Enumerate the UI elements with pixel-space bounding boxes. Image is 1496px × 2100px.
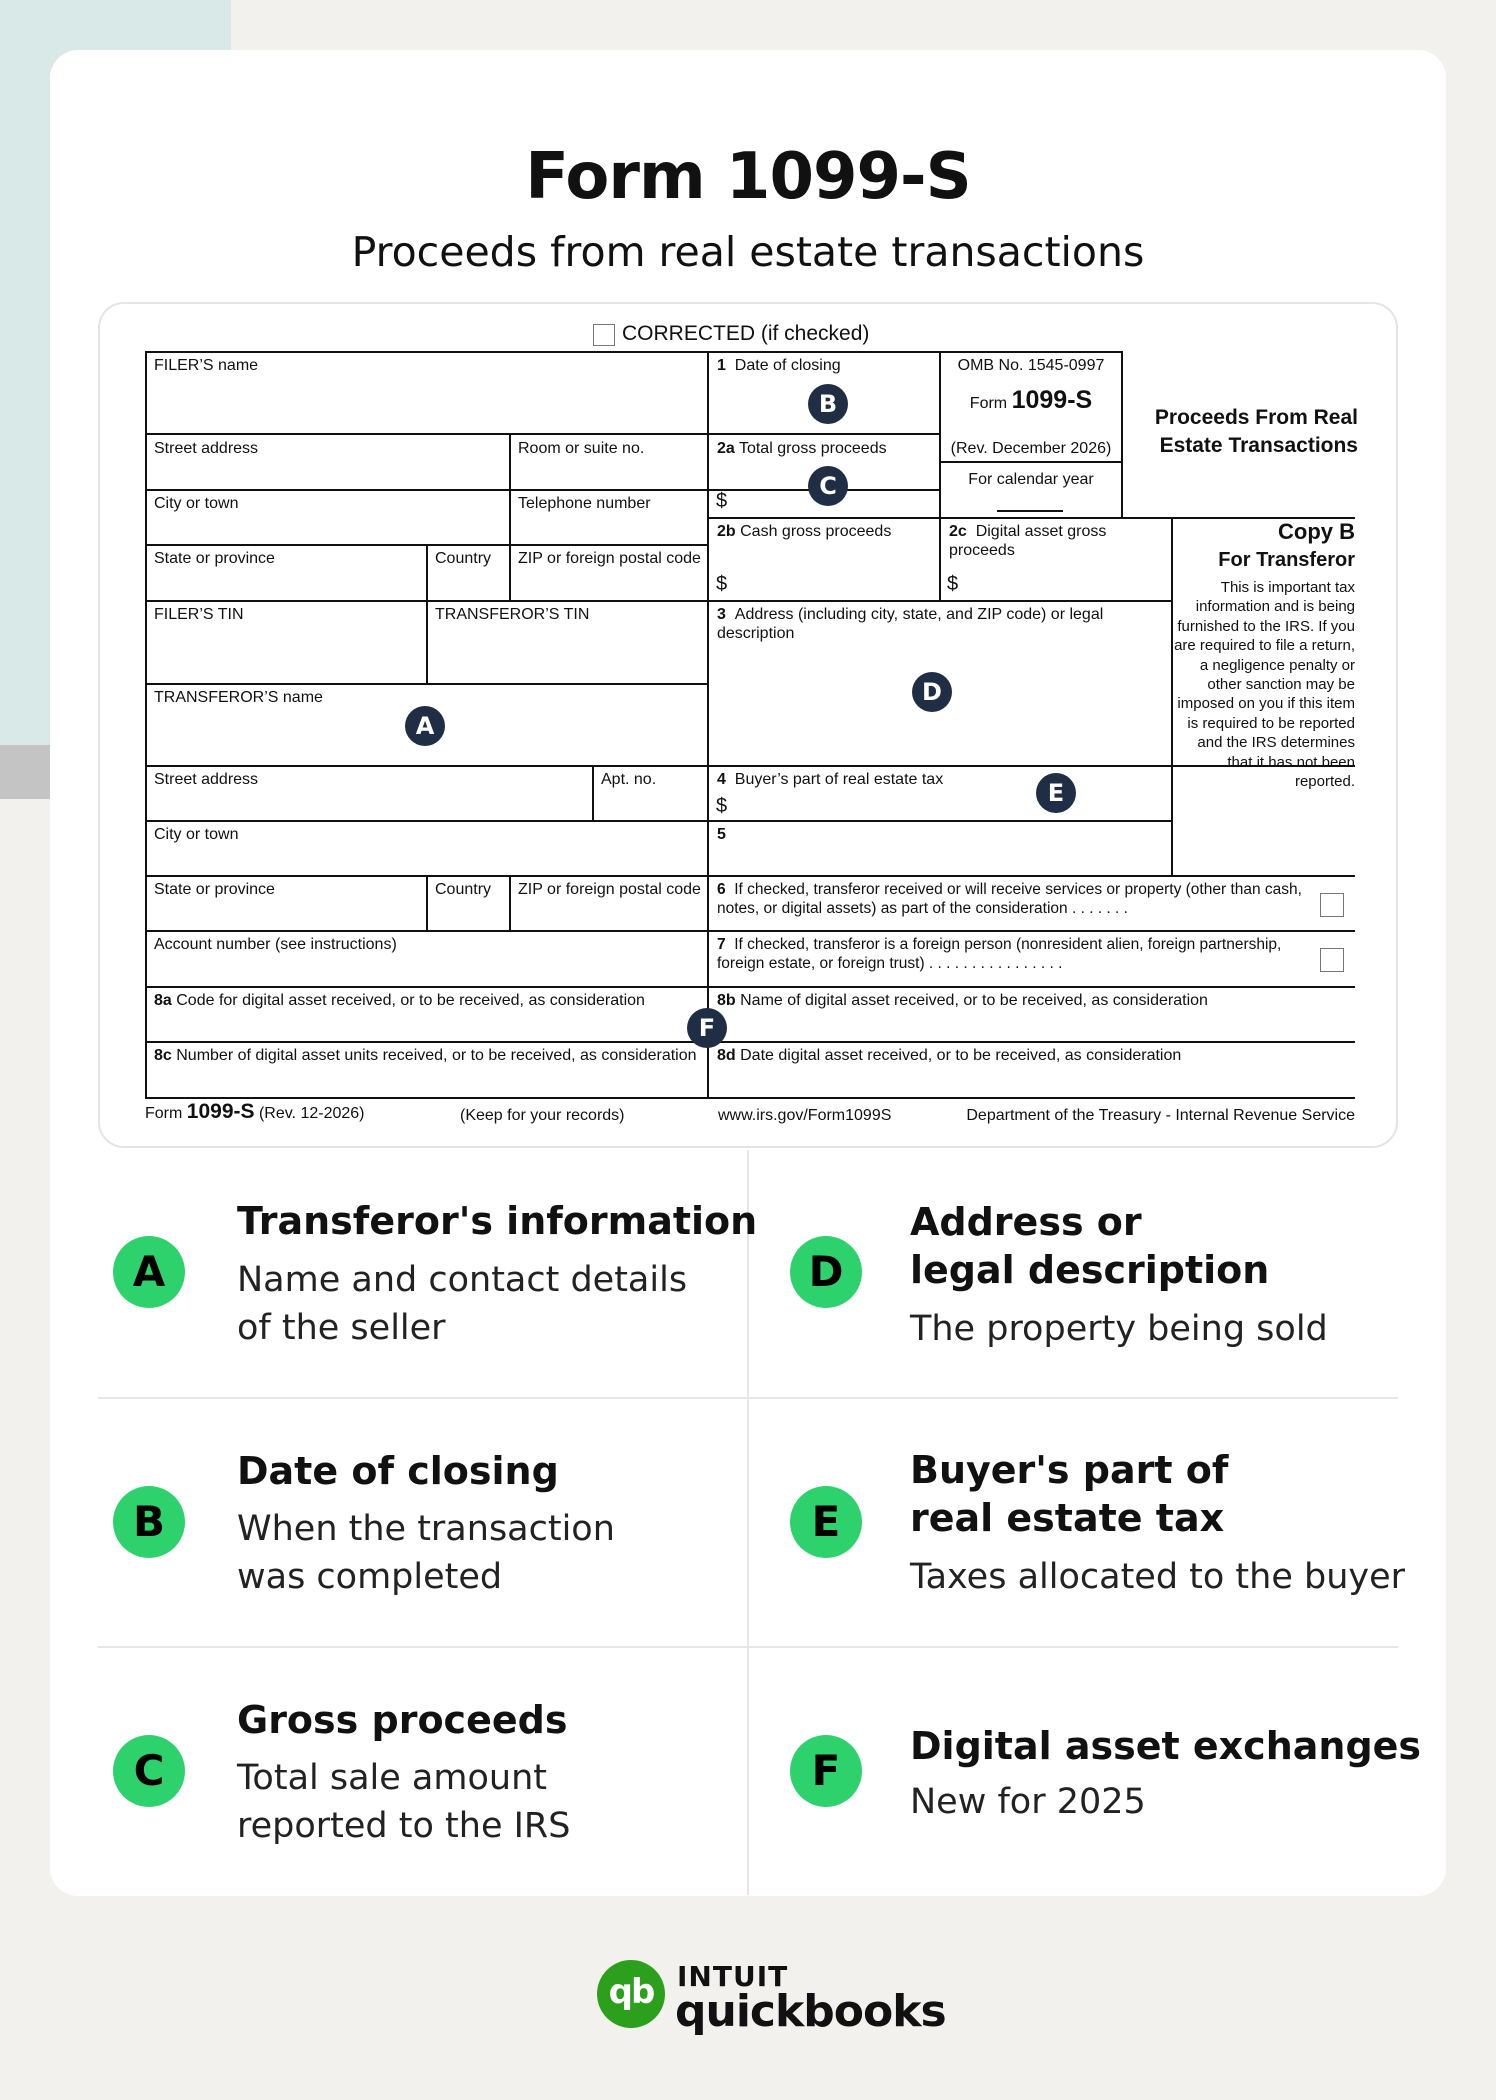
marker-b: B — [808, 384, 848, 424]
box2c-label: 2c Digital asset gross proceeds — [949, 523, 1107, 559]
legend-divider-2 — [98, 1646, 1398, 1648]
box8d-label: 8d Date digital asset received, or to be received, as consideration — [717, 1047, 1182, 1064]
box7-label: 7 If checked, transferor is a foreign person (nonresident alien, foreign partnership, foreign estate, or foreign trust) . . . . . . . . . . . . . . . . — [717, 936, 1282, 972]
footer-form-id: Form 1099-S (Rev. 12-2026) — [145, 1100, 365, 1123]
account-number-label: Account number (see instructions) — [154, 936, 397, 953]
footer-url: www.irs.gov/Form1099S — [718, 1107, 892, 1124]
box4-dollar: $ — [716, 795, 728, 817]
transferor-city-label: City or town — [154, 826, 239, 843]
quickbooks-logo-icon: qb — [597, 1960, 665, 2028]
calendar-year-label: For calendar year — [968, 471, 1094, 488]
legend-desc-e: Taxes allocated to the buyer — [910, 1557, 1406, 1597]
box8c-label: 8c Number of digital asset units received, or to be received, as consideration — [154, 1047, 697, 1064]
for-transferor-label: For Transferor — [1218, 549, 1355, 571]
page-subtitle: Proceeds from real estate transactions — [351, 228, 1145, 276]
page-title: Form 1099-S — [525, 140, 971, 214]
legend-title-d: Address or legal description — [910, 1200, 1270, 1292]
marker-d: D — [912, 672, 952, 712]
legend-title-e: Buyer's part of real estate tax — [910, 1448, 1229, 1540]
box2b-label: 2b Cash gross proceeds — [717, 523, 892, 540]
box2a-dollar: $ — [716, 490, 728, 512]
transferor-state-label: State or province — [154, 881, 275, 898]
intuit-wordmark: INTUIT — [677, 1960, 789, 1993]
legend-badge-c: C — [113, 1735, 185, 1807]
corrected-checkbox[interactable] — [593, 324, 615, 346]
box8b-label: 8b Name of digital asset received, or to be received, as consideration — [717, 992, 1208, 1009]
quickbooks-wordmark: quickbooks — [675, 1986, 946, 2037]
street-address-label: Street address — [154, 440, 259, 457]
marker-a: A — [405, 706, 445, 746]
box7-checkbox[interactable] — [1320, 948, 1344, 972]
marker-c: C — [808, 466, 848, 506]
room-suite-label: Room or suite no. — [518, 440, 645, 457]
legend-title-a: Transferor's information — [237, 1199, 758, 1243]
country-label: Country — [435, 550, 492, 567]
legend-badge-d: D — [790, 1236, 862, 1308]
marker-e: E — [1036, 773, 1076, 813]
legend-badge-a: A — [113, 1236, 185, 1308]
legend-title-b: Date of closing — [237, 1449, 559, 1493]
legend-badge-e: E — [790, 1486, 862, 1558]
transferor-street-label: Street address — [154, 771, 259, 788]
telephone-label: Telephone number — [518, 495, 651, 512]
transferor-name-label: TRANSFEROR’S name — [154, 689, 323, 706]
footer-dept: Department of the Treasury - Internal Revenue Service — [966, 1107, 1355, 1124]
legend-desc-b: When the transaction was completed — [237, 1509, 615, 1597]
legend-desc-d: The property being sold — [910, 1309, 1328, 1349]
apt-no-label: Apt. no. — [601, 771, 657, 788]
legend-badge-f: F — [790, 1735, 862, 1807]
box8a-label: 8a Code for digital asset received, or to be received, as consideration — [154, 992, 645, 1009]
legend-badge-b: B — [113, 1486, 185, 1558]
city-town-label: City or town — [154, 495, 239, 512]
form-id: Form 1099-S — [969, 386, 1093, 414]
omb-number: OMB No. 1545-0997 — [957, 357, 1105, 374]
transferor-zip-label: ZIP or foreign postal code — [518, 881, 701, 898]
filer-tin-label: FILER’S TIN — [154, 606, 244, 623]
marker-f: F — [687, 1008, 727, 1048]
box4-label: 4 Buyer’s part of real estate tax — [717, 771, 944, 788]
legend-title-f: Digital asset exchanges — [910, 1724, 1422, 1768]
box5-label: 5 — [709, 822, 741, 847]
form-revision: (Rev. December 2026) — [950, 440, 1112, 457]
box2a-label: 2a Total gross proceeds — [717, 440, 887, 457]
box3-label: 3 Address (including city, state, and ZIP code) or legal description — [717, 606, 1104, 642]
copy-b-label: Copy B — [1278, 519, 1355, 544]
transferor-country-label: Country — [435, 881, 492, 898]
box6-checkbox[interactable] — [1320, 893, 1344, 917]
transferor-tin-label: TRANSFEROR’S TIN — [435, 606, 590, 623]
corrected-label: CORRECTED (if checked) — [622, 322, 870, 345]
box6-label: 6 If checked, transferor received or will receive services or property (other than cash, notes, or digital assets) as part of the consideration . . . . . . . — [717, 881, 1302, 917]
state-province-label: State or province — [154, 550, 275, 567]
box2c-dollar: $ — [947, 573, 959, 595]
legend-divider-1 — [98, 1397, 1398, 1399]
footer-keep: (Keep for your records) — [460, 1107, 625, 1124]
zip-label: ZIP or foreign postal code — [518, 550, 701, 567]
box1-label: 1 Date of closing — [717, 357, 841, 374]
filer-name-label: FILER’S name — [154, 357, 259, 374]
legend-divider-vertical — [747, 1150, 749, 1895]
legend-desc-a: Name and contact details of the seller — [237, 1260, 688, 1348]
calendar-year-line — [997, 510, 1063, 512]
legend-title-c: Gross proceeds — [237, 1698, 568, 1742]
legend-desc-f: New for 2025 — [910, 1782, 1146, 1822]
legend-desc-c: Total sale amount reported to the IRS — [237, 1758, 571, 1846]
side-title: Proceeds From Real Estate Transactions — [1154, 406, 1358, 457]
box2b-dollar: $ — [716, 573, 728, 595]
notice-text: This is important tax information and is being furnished to the IRS. If you are required to file a return, a negligence penalty or other sanction may be imposed on you if this item is required to be reported and the IRS determines that it has not been reported. — [1174, 579, 1355, 791]
